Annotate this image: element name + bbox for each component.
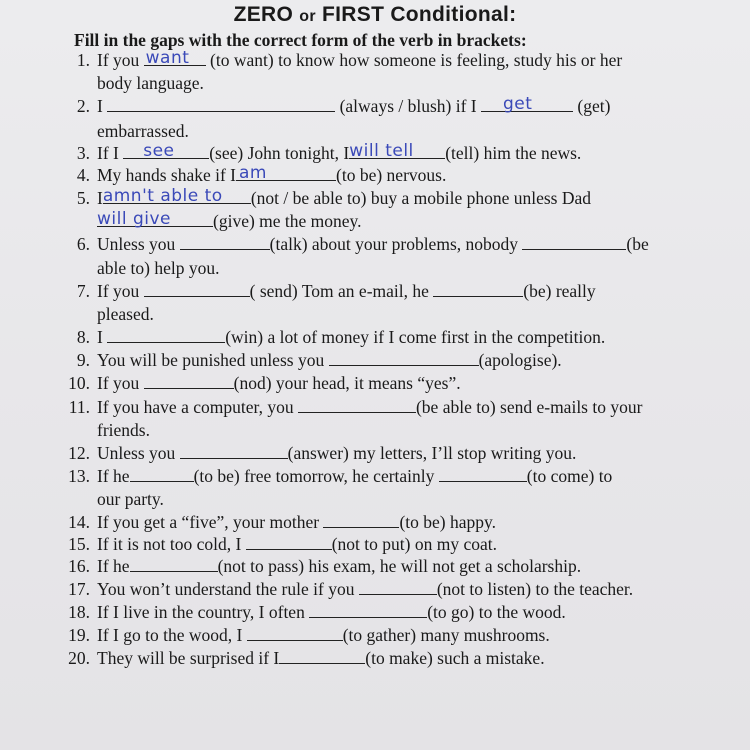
sentence-part: (be) really: [523, 281, 596, 301]
answer-gap-13b[interactable]: [439, 466, 527, 482]
item-number: 14.: [68, 512, 90, 532]
sentence-part: (to come) to: [526, 466, 613, 486]
title-or: or: [299, 8, 316, 25]
answer-gap-6a[interactable]: [180, 234, 270, 250]
sentence-part: Unless you: [97, 234, 176, 254]
item-number: 8.: [76, 327, 90, 347]
sentence-part: (to want) to know how someone is feeling, study his or her: [210, 50, 623, 70]
sentence-part: You will be punished unless you: [97, 350, 325, 370]
answer-gap-11[interactable]: [298, 397, 416, 413]
sentence-part: If he: [97, 556, 130, 576]
handwritten-answer: get: [503, 94, 533, 114]
answer-gap-3b[interactable]: [349, 143, 445, 159]
sentence-part: If I live in the country, I often: [97, 602, 305, 622]
sentence-part: If you: [97, 50, 140, 70]
answer-gap-16[interactable]: [130, 556, 218, 572]
answer-gap-7b[interactable]: [433, 281, 523, 297]
item-number: 12.: [68, 443, 90, 463]
sentence-part: If you: [97, 281, 140, 301]
item-number: 17.: [68, 579, 90, 599]
sentence-part: If I go to the wood, I: [97, 625, 243, 645]
handwritten-answer: see: [143, 141, 175, 161]
answer-gap-2b[interactable]: [481, 96, 573, 112]
answer-gap-5b[interactable]: [97, 211, 213, 227]
answer-gap-17[interactable]: [359, 579, 437, 595]
answer-gap-15[interactable]: [246, 534, 332, 550]
sentence-part: If he: [97, 466, 130, 486]
sentence-part: (to be) happy.: [399, 512, 496, 532]
answer-gap-4[interactable]: [236, 165, 336, 181]
sentence-part: (answer) my letters, I’ll stop writing you.: [287, 443, 577, 463]
sentence-part: (give) me the money.: [213, 211, 362, 231]
sentence-part: If you have a computer, you: [97, 397, 294, 417]
sentence-part: (always / blush) if I: [339, 96, 477, 116]
answer-gap-6b[interactable]: [522, 234, 626, 250]
sentence-part: able to) help you.: [97, 258, 220, 278]
handwritten-answer: want: [145, 48, 190, 68]
sentence-part: (see) John tonight, I: [209, 143, 350, 163]
item-number: 15.: [68, 534, 90, 554]
answer-gap-12[interactable]: [180, 443, 288, 459]
sentence-part: (win) a lot of money if I come first in the competition.: [225, 327, 606, 347]
item-number: 9.: [76, 350, 90, 370]
sentence-part: I: [97, 188, 103, 208]
sentence-part: (nod) your head, it means “yes”.: [233, 373, 461, 393]
sentence-part: (to go) to the wood.: [427, 602, 566, 622]
handwritten-answer: will tell: [349, 141, 414, 161]
sentence-part: (apologise).: [478, 350, 562, 370]
sentence-part: (tell) him the news.: [445, 143, 582, 163]
title-first: FIRST Conditional:: [322, 3, 517, 26]
item-number: 1.: [76, 50, 90, 70]
sentence-part: (talk) about your problems, nobody: [269, 234, 518, 254]
page-title: [0, 3, 750, 27]
answer-gap-7a[interactable]: [144, 281, 250, 297]
handwritten-answer: amn't able to: [102, 186, 223, 206]
item-number: 3.: [76, 143, 90, 163]
sentence-part: (to be) nervous.: [336, 165, 447, 185]
answer-gap-8[interactable]: [107, 327, 225, 343]
handwritten-answer: am: [239, 163, 267, 183]
sentence-part: My hands shake if I: [97, 165, 237, 185]
sentence-part: (be: [626, 234, 649, 254]
item-number: 11.: [68, 397, 90, 417]
item-number: 20.: [68, 648, 90, 668]
sentence-part: I: [97, 96, 103, 116]
sentence-part: (not / be able to) buy a mobile phone unless Dad: [250, 188, 592, 208]
sentence-part: (be able to) send e-mails to your: [415, 397, 643, 417]
sentence-part: friends.: [97, 420, 150, 440]
item-number: 10.: [68, 373, 90, 393]
item-number: 2.: [76, 96, 90, 116]
sentence-part: If I: [97, 143, 119, 163]
answer-gap-2a[interactable]: [107, 96, 335, 112]
answer-gap-14[interactable]: [323, 512, 399, 528]
answer-gap-9[interactable]: [329, 350, 479, 366]
sentence-part: (not to put) on my coat.: [331, 534, 497, 554]
answer-gap-13a[interactable]: [130, 466, 194, 482]
sentence-part: (to make) such a mistake.: [365, 648, 545, 668]
handwritten-answer: will give: [97, 209, 172, 229]
sentence-part: (not to listen) to the teacher.: [436, 579, 634, 599]
answer-gap-20[interactable]: [279, 648, 365, 664]
item-number: 16.: [68, 556, 90, 576]
sentence-part: (to be) free tomorrow, he certainly: [193, 466, 435, 486]
answer-gap-5a[interactable]: [103, 188, 251, 204]
sentence-part: our party.: [97, 489, 164, 509]
item-number: 7.: [76, 281, 90, 301]
item-number: 5.: [76, 188, 90, 208]
answer-gap-1[interactable]: [144, 50, 206, 66]
sentence-part: pleased.: [97, 304, 154, 324]
item-number: 6.: [76, 234, 90, 254]
item-number: 18.: [68, 602, 90, 622]
sentence-part: If you get a “five”, your mother: [97, 512, 320, 532]
sentence-part: They will be surprised if I: [97, 648, 280, 668]
answer-gap-19[interactable]: [247, 625, 343, 641]
sentence-part: body language.: [97, 73, 204, 93]
sentence-part: If it is not too cold, I: [97, 534, 242, 554]
instruction: Fill in the gaps with the correct form of the verb in brackets:: [74, 30, 527, 50]
item-number: 4.: [76, 165, 90, 185]
sentence-part: If you: [97, 373, 140, 393]
sentence-part: ( send) Tom an e-mail, he: [249, 281, 429, 301]
title-zero: ZERO: [233, 3, 294, 26]
sentence-part: I: [97, 327, 103, 347]
sentence-part: (not to pass) his exam, he will not get a scholarship.: [217, 556, 582, 576]
answer-gap-18[interactable]: [309, 602, 427, 618]
sentence-part: You won’t understand the rule if you: [97, 579, 355, 599]
answer-gap-10[interactable]: [144, 373, 234, 389]
item-number: 13.: [68, 466, 90, 486]
sentence-part: (get): [577, 96, 611, 116]
sentence-part: embarrassed.: [97, 121, 189, 141]
sentence-part: Unless you: [97, 443, 176, 463]
item-number: 19.: [68, 625, 90, 645]
answer-gap-3a[interactable]: [123, 143, 209, 159]
sentence-part: (to gather) many mushrooms.: [342, 625, 550, 645]
